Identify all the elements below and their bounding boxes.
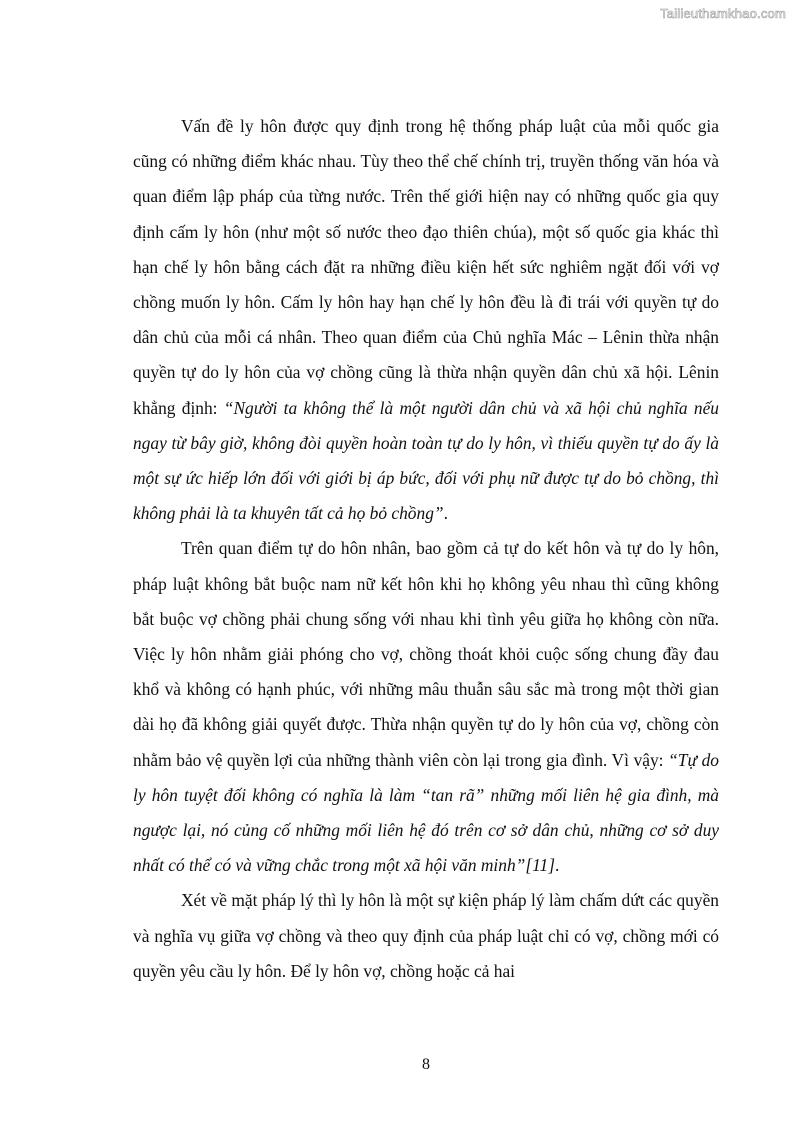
paragraph-1 [133,109,719,531]
paragraph-3 [133,883,719,989]
paragraph-2 [133,531,719,883]
paragraph-1-text: Vấn đề ly hôn được quy định trong hệ thống pháp luật của mỗi quốc gia cũng có những điểm khác nhau. Tùy theo thể chế chính trị, truyền thống văn hóa và quan điểm lập pháp của từng nước. Trên thế giới hiện nay có những quốc gia quy định cấm ly hôn (như một số nước theo đạo thiên chúa), một số quốc gia khác thì hạn chế ly hôn bằng cách đặt ra những điều kiện hết sức nghiêm ngặt đối với vợ chồng muốn ly hôn. Cấm ly hôn hay hạn chế ly hôn đều là đi trái với quyền tự do dân chủ của mỗi cá nhân. Theo quan điểm của Chủ nghĩa Mác – Lênin thừa nhận quyền tự do ly hôn của vợ chồng cũng là thừa nhận quyền dân chủ xã hội. Lênin khẳng định: [133,116,719,418]
paragraph-1-quote: “Người ta không thể là một người dân chủ và xã hội chủ nghĩa nếu ngay từ bây giờ, không đòi quyền hoàn toàn tự do ly hôn, vì thiếu quyền tự do ấy là một sự ức hiếp lớn đối với giới bị áp bức, đối với phụ nữ được tự do bỏ chồng, thì không phải là ta khuyên tất cả họ bỏ chồng” [133,397,719,524]
paragraph-1-end: . [443,503,448,524]
paragraph-2-text: Trên quan điểm tự do hôn nhân, bao gồm cả tự do kết hôn và tự do ly hôn, pháp luật không bắt buộc nam nữ kết hôn khi họ không yêu nhau thì cũng không bắt buộc vợ chồng phải chung sống với nhau khi tình yêu giữa họ không còn nữa. Việc ly hôn nhằm giải phóng cho vợ, chồng thoát khỏi cuộc sống chung đầy đau khổ và không có hạnh phúc, với những mâu thuẫn sâu sắc mà trong một thời gian dài họ đã không giải quyết được. Thừa nhận quyền tự do ly hôn của vợ, chồng còn nhằm bảo vệ quyền lợi của những thành viên còn lại trong gia đình. Vì vậy: [133,538,719,770]
paragraph-2-end: . [554,855,560,876]
watermark-text: Tailieuthamkhao.com [660,6,786,21]
paragraph-3-text: Xét về mặt pháp lý thì ly hôn là một sự kiện pháp lý làm chấm dứt các quyền và nghĩa vụ giữa vợ chồng và theo quy định của pháp luật chỉ có vợ, chồng mới có quyền yêu cầu ly hôn. Để ly hôn vợ, chồng hoặc cả hai [133,890,719,981]
paragraph-2-quote: “Tự do ly hôn tuyệt đối không có nghĩa là làm “tan rã” những mối liên hệ gia đình, mà ngược lại, nó củng cố những mối liên hệ đó trên cơ sở dân chủ, những cơ sở duy nhất có thể có và vững chắc trong một xã hội văn minh”[11] [133,749,719,876]
document-body [133,109,719,989]
page-number: 8 [422,1056,430,1073]
